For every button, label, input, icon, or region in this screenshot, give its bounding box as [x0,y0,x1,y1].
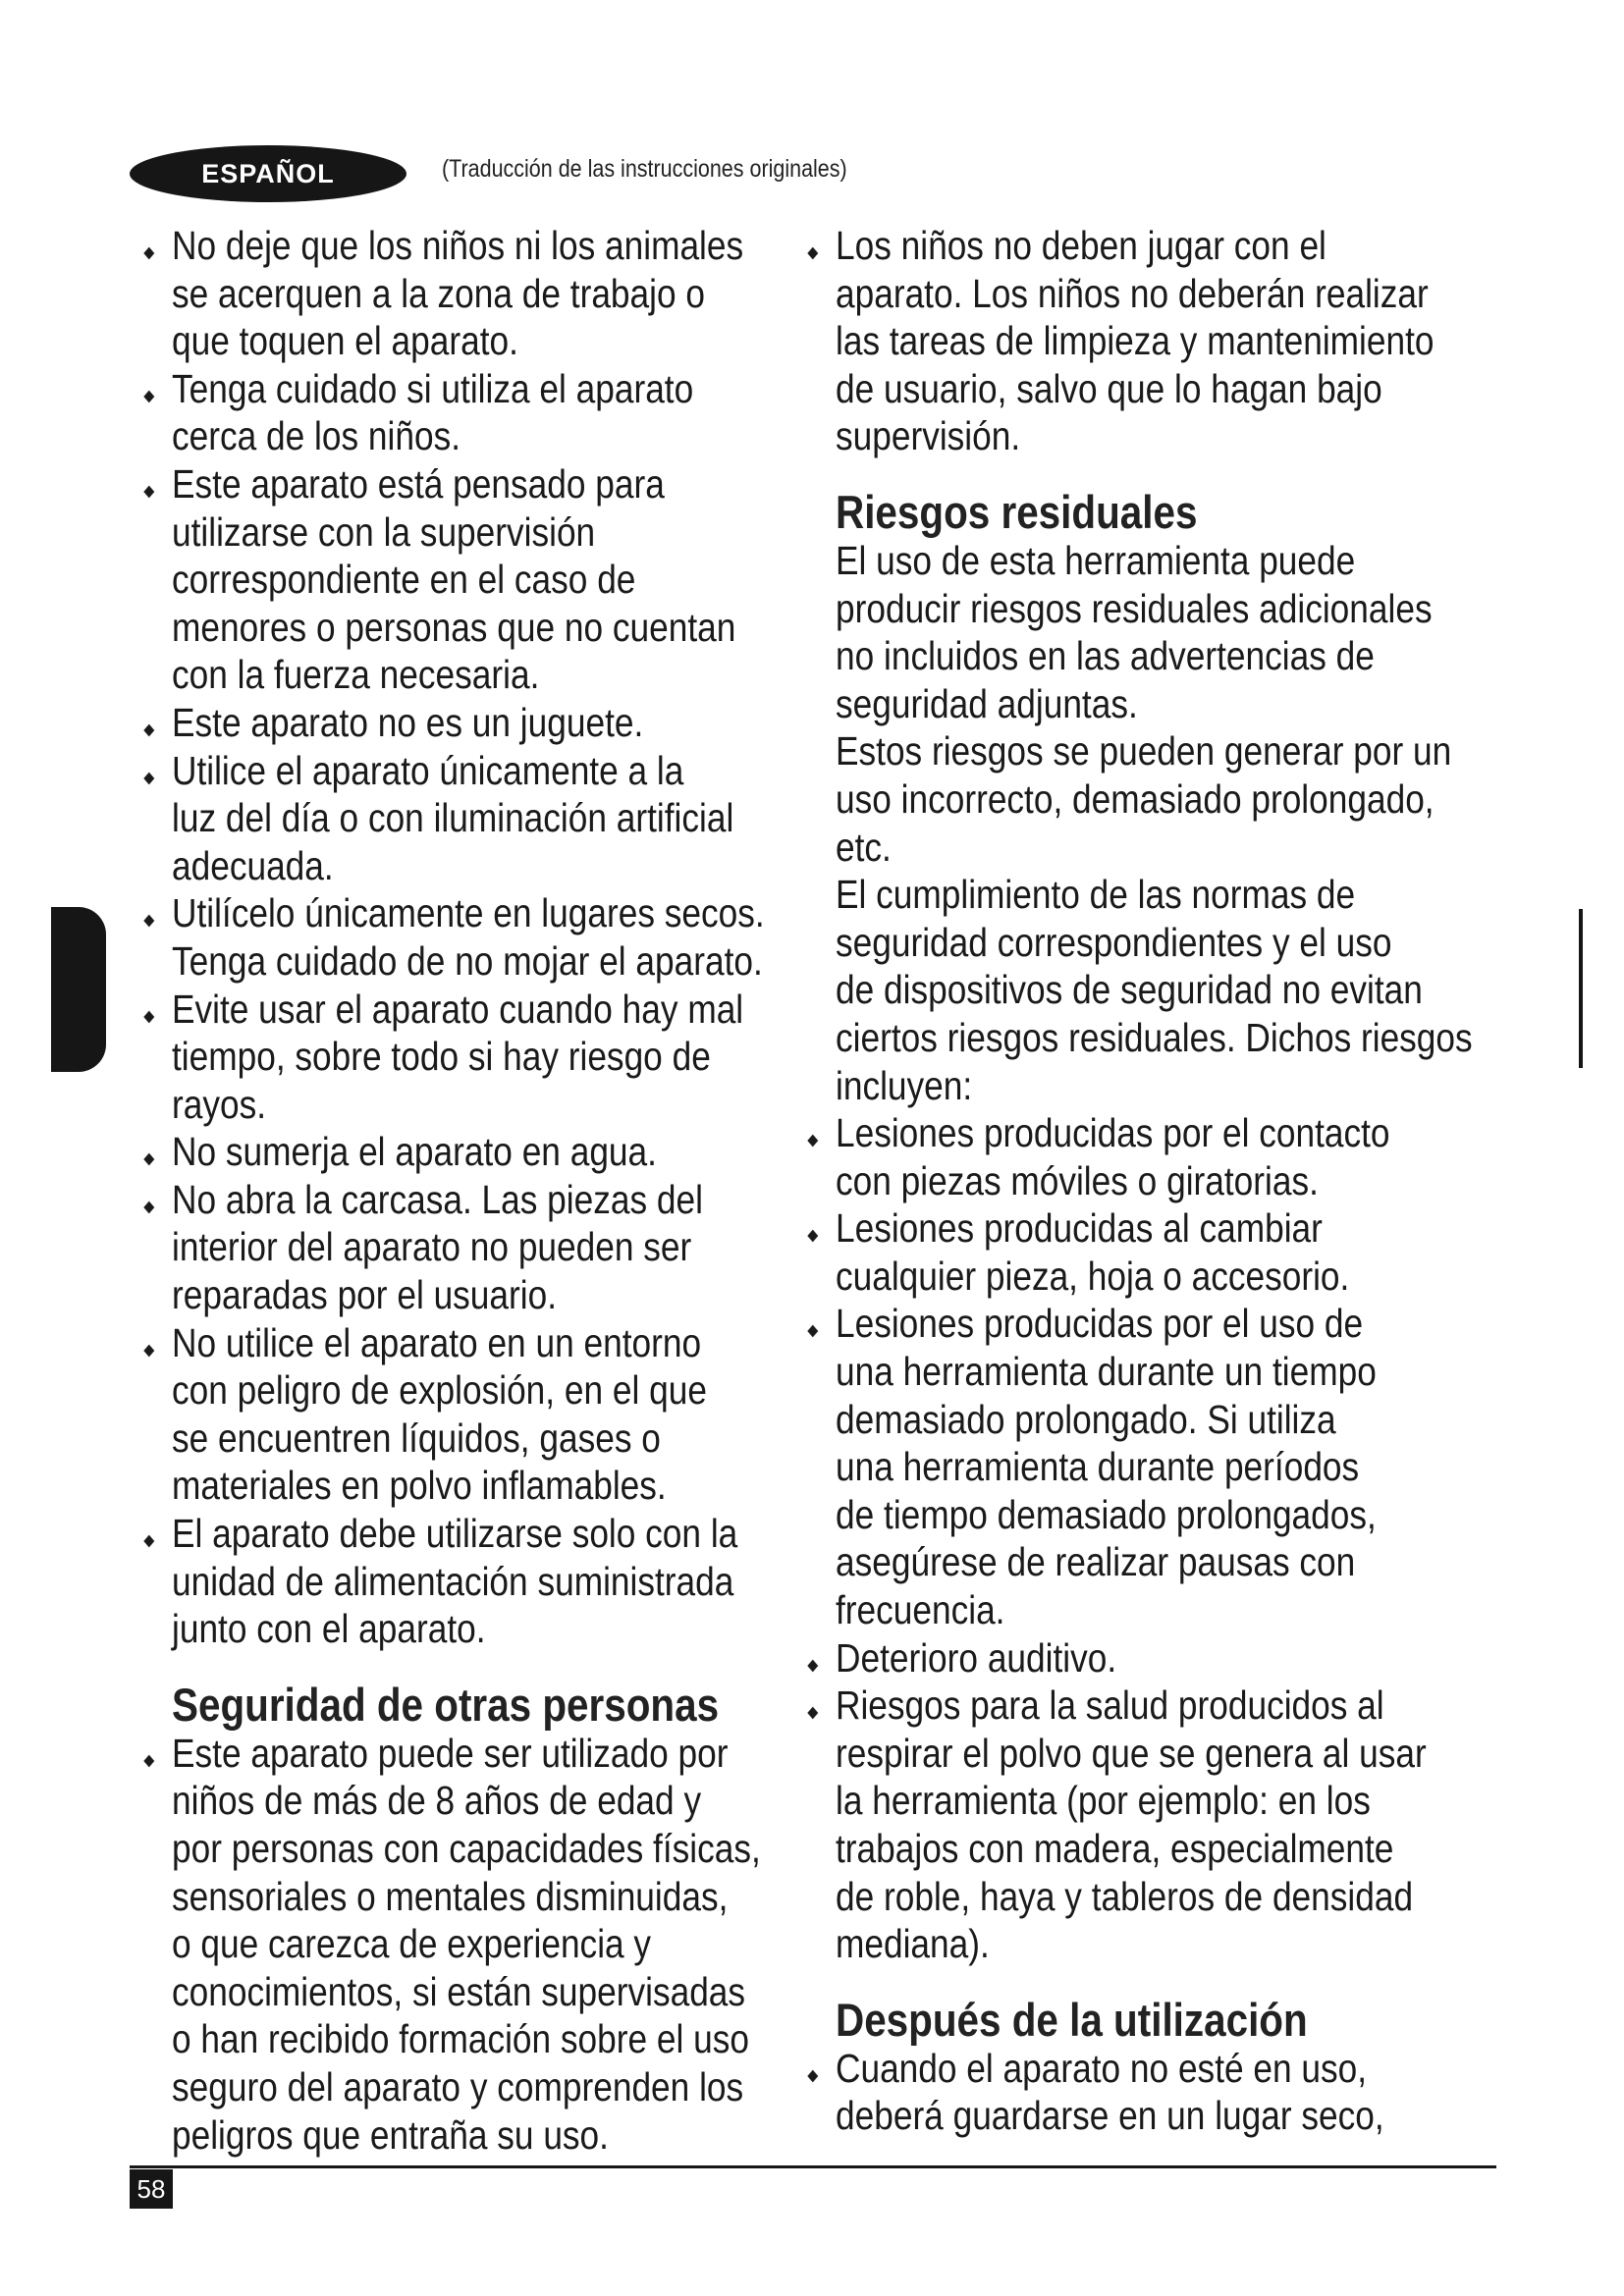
residual-risk-list [836,1109,1580,1968]
bullet-diamond-icon [143,1344,154,1357]
text-line: peligros que entraña su uso. [172,2111,609,2158]
text-line: seguridad correspondientes y el uso [836,919,1392,965]
text-line: seguridad adjuntas. [836,680,1138,726]
list-item [172,699,877,747]
text-line: las tareas de limpieza y mantenimiento [836,318,1435,364]
text-line: una herramienta durante períodos [836,1444,1360,1490]
text-line: Utilice el aparato únicamente a la [172,747,684,793]
text-line: luz del día o con iluminación artificial [172,795,734,841]
bullet-diamond-icon [143,1153,154,1166]
text-line: sensoriales o mentales disminuidas, [172,1873,729,1919]
list-item [836,1634,1580,1682]
text-line: junto con el aparato. [172,1606,486,1652]
list-item [172,1176,877,1319]
text-line: El uso de esta herramienta puede [836,537,1356,583]
text-line: conocimientos, si están supervisadas [172,1968,746,2014]
left-column [172,222,879,2159]
list-item [836,222,1580,460]
after-use-list [836,2045,1580,2140]
text-line: Este aparato puede ser utilizado por [172,1730,729,1776]
list-item [172,460,877,699]
text-line: niños de más de 8 años de edad y [172,1778,702,1824]
text-line: ciertos riesgos residuales. Dichos riesgos [836,1014,1473,1060]
text-line: materiales en polvo inflamables. [172,1463,667,1509]
text-line: de usuario, salvo que lo hagan bajo [836,365,1382,411]
list-item [172,1730,877,2159]
text-line: uso incorrecto, demasiado prolongado, [836,775,1435,822]
paragraph [836,727,1580,871]
text-line: El cumplimiento de las normas de [836,872,1356,918]
text-line: se acerquen a la zona de trabajo o [172,270,706,316]
list-item [836,1682,1580,1968]
text-line: menores o personas que no cuentan [172,604,736,650]
text-line: cerca de los niños. [172,413,460,459]
list-item [172,1319,877,1510]
heading-other-persons: Seguridad de otras personas [172,1678,720,1731]
bullet-diamond-icon [143,486,154,499]
footer-rule [130,2165,1496,2168]
text-line: la herramienta (por ejemplo: en los [836,1778,1371,1824]
text-line: Los niños no deben jugar con el [836,223,1326,268]
text-line: Este aparato está pensado para [172,460,665,507]
text-line: Riesgos para la salud producidos al [836,1682,1384,1729]
text-line: que toquen el aparato. [172,318,518,364]
text-line: con piezas móviles o giratorias. [836,1157,1319,1203]
page-number: 58 [130,2169,173,2209]
right-column [836,222,1582,2140]
paragraph [836,537,1580,727]
text-line: Lesiones producidas al cambiar [836,1205,1323,1252]
text-line: No deje que los niños ni los animales [172,223,744,268]
other-persons-list [172,1730,877,2159]
list-item [172,986,877,1129]
list-item [172,365,877,460]
text-line: No abra la carcasa. Las piezas del [172,1176,703,1222]
heading-residual-risks: Riesgos residuales [836,485,1198,538]
heading-after-use: Después de la utilización [836,1993,1308,2046]
text-line: rayos. [172,1081,267,1127]
bullet-diamond-icon [143,772,154,784]
text-line: se encuentren líquidos, gases o [172,1415,661,1461]
text-line: o que carezca de experiencia y [172,1921,652,1967]
text-line: incluyen: [836,1062,973,1108]
text-line: Estos riesgos se pueden generar por un [836,728,1452,774]
text-line: utilizarse con la supervisión [172,508,596,555]
text-line: demasiado prolongado. Si utiliza [836,1396,1336,1442]
text-line: No sumerja el aparato en agua. [172,1129,657,1175]
bullet-diamond-icon [143,724,154,737]
text-line: por personas con capacidades físicas, [172,1826,761,1871]
list-item [172,1128,877,1176]
list-item [172,222,877,365]
language-badge: ESPAÑOL [130,145,406,202]
text-line: Deterioro auditivo. [836,1634,1117,1681]
text-line: etc. [836,824,892,870]
section-tab-marker [51,907,106,1072]
list-item [836,2045,1580,2140]
text-line: Utilícelo únicamente en lugares secos. [172,890,765,936]
paragraph [836,871,1580,1109]
text-line: con la fuerza necesaria. [172,652,540,698]
bullet-diamond-icon [143,915,154,928]
bullet-diamond-icon [143,1535,154,1548]
bullet-diamond-icon [143,1010,154,1023]
text-line: tiempo, sobre todo si hay riesgo de [172,1034,711,1080]
bullet-diamond-icon [143,1201,154,1214]
text-line: de dispositivos de seguridad no evitan [836,967,1423,1013]
bullet-diamond-icon [143,390,154,402]
text-line: una herramienta durante un tiempo [836,1349,1377,1395]
text-line: adecuada. [172,842,334,888]
text-line: Evite usar el aparato cuando hay mal [172,986,744,1032]
list-item [172,889,877,985]
text-line: asegúrese de realizar pausas con [836,1539,1356,1585]
text-line: cualquier pieza, hoja o accesorio. [836,1253,1350,1299]
list-item [836,1300,1580,1633]
text-line: trabajos con madera, especialmente [836,1826,1394,1871]
text-line: respirar el polvo que se genera al usar [836,1730,1427,1776]
bullet-diamond-icon [143,247,154,260]
list-item [172,1510,877,1653]
text-line: Este aparato no es un juguete. [172,699,644,745]
text-line: Tenga cuidado de no mojar el aparato. [172,937,763,984]
text-line: Lesiones producidas por el contacto [836,1110,1390,1156]
text-line: de roble, haya y tableros de densidad [836,1873,1414,1919]
text-line: seguro del aparato y comprenden los [172,2063,744,2109]
text-line: frecuencia. [836,1587,1005,1633]
text-line: supervisión. [836,413,1021,459]
text-line: Cuando el aparato no esté en uso, [836,2045,1368,2091]
text-line: unidad de alimentación suministrada [172,1558,734,1604]
bullet-diamond-icon [143,1754,154,1767]
text-line: de tiempo demasiado prolongados, [836,1491,1377,1537]
text-line: no incluidos en las advertencias de [836,633,1375,679]
text-line: Lesiones producidas por el uso de [836,1301,1364,1347]
list-item [836,1204,1580,1300]
text-line: interior del aparato no pueden ser [172,1224,692,1270]
text-line: mediana). [836,1921,990,1967]
residual-paragraphs [836,537,1580,1109]
text-line: El aparato debe utilizarse solo con la [172,1511,738,1557]
text-line: correspondiente en el caso de [172,557,636,603]
list-item [836,1109,1580,1204]
children-list [836,222,1580,460]
text-line: Tenga cuidado si utiliza el aparato [172,365,694,411]
text-line: deberá guardarse en un lugar seco, [836,2093,1384,2139]
translation-note: (Traducción de las instrucciones originales) [442,155,847,183]
text-line: con peligro de explosión, en el que [172,1367,707,1414]
text-line: reparadas por el usuario. [172,1272,558,1318]
text-line: aparato. Los niños no deberán realizar [836,270,1429,316]
safety-list [172,222,877,1653]
list-item [172,747,877,890]
text-line: producir riesgos residuales adicionales [836,585,1433,631]
text-line: No utilice el aparato en un entorno [172,1319,702,1365]
text-line: o han recibido formación sobre el uso [172,2016,750,2062]
